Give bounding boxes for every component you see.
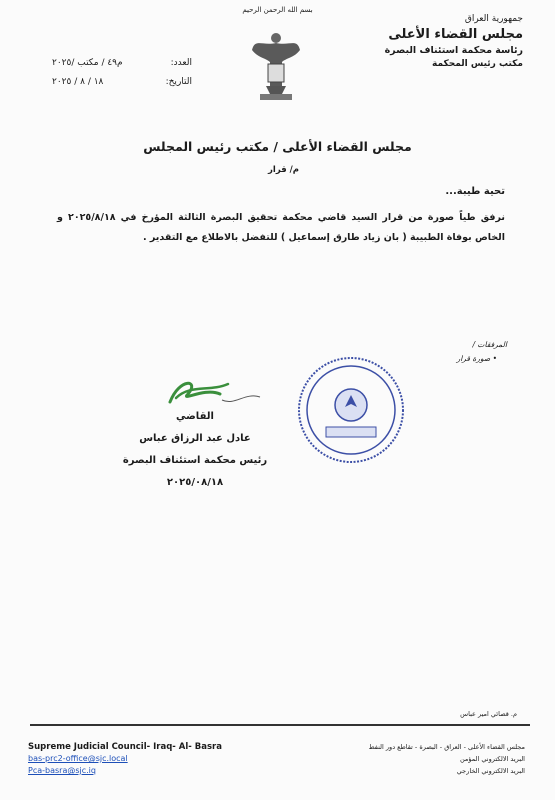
official-email-label: البريد الالكتروني المؤمن [459,755,525,763]
footer-divider [30,724,530,726]
date-row [52,77,192,87]
court-presidency: رئاسة محكمة استئناف البصرة [384,45,523,56]
letterhead-right [323,14,523,72]
date-value: ١٨ / ٨ / ٢٠٢٥ [52,77,104,87]
letter-body: نرفق طياً صورة من قرار السيد قاضي محكمة تحقيق البصرة الثالثة المؤرخ في ٢٠٢٥/٨/١٨ و الخاص بوفاة الطبيبة ( بان زياد طارق إسماعيل ) للتفضل بالاطلاع مع التقدير . [57,212,505,243]
iraq-emblem-icon [252,28,300,106]
greeting: تحية طيبة... [445,186,505,197]
date-label: التاريخ: [165,77,192,87]
signatory-role: القاضي [176,411,214,422]
letterhead-left [52,58,192,96]
external-email-link[interactable]: Pca-basra@sjc.iq [28,766,96,775]
subject: م/ قرار [268,165,299,175]
signatory-date: ٢٠٢٥/٠٨/١٨ [166,477,224,488]
signature-block [110,406,280,494]
official-email-link[interactable]: bas-prc2-office@sjc.local [28,754,128,763]
court-office: مكتب رئيس المحكمة [432,59,523,69]
copy-to: م. قصائي امير عباس [460,710,517,718]
footer-english [28,741,222,777]
addressee: مجلس القضاء الأعلى / مكتب رئيس المجلس [143,139,412,154]
address-arabic: مجلس القضاء الأعلى - العراق - البصرة - تقاطع دور النفط [368,743,525,751]
external-email-label: البريد الالكتروني الخارجي [456,767,525,775]
footer-arabic [280,741,525,777]
signatory-position: رئيس محكمة استئناف البصرة [122,455,268,466]
basmala: بسم الله الرحمن الرحيم [242,6,313,14]
official-stamp [296,355,406,465]
signatory-name: عادل عبد الرزاق عباس [139,433,251,444]
attachment-item: • صورة قرار [387,354,497,363]
attachments-label: المرفقات / [472,340,507,349]
reference-value: م٤٩ / مكتب /٢٠٢٥ [52,58,123,68]
organization-english: Supreme Judicial Council- Iraq- Al- Basra [28,742,222,752]
reference-label: العدد: [170,58,192,68]
country-name: جمهورية العراق [464,14,523,24]
reference-row [52,58,192,68]
council-name: مجلس القضاء الأعلى [388,27,523,42]
